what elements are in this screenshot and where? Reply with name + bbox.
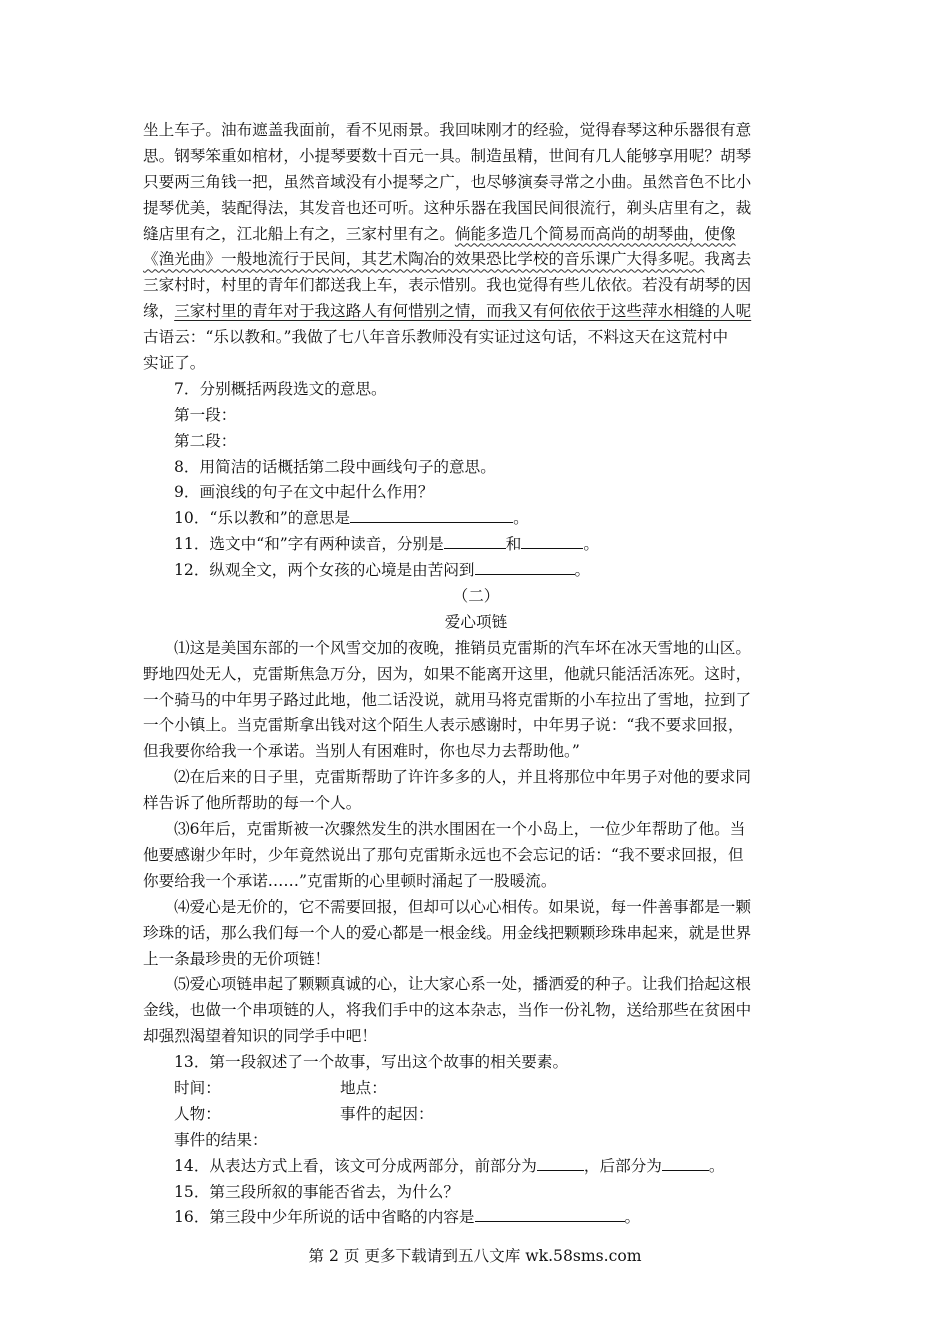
paragraph-line: 却强烈渴望着知识的同学手中吧！	[143, 1027, 377, 1046]
paragraph-line: 一个小镇上。当克雷斯拿出钱对这个陌生人表示感谢时，中年男子说：“我不要求回报，	[143, 716, 744, 735]
question-10	[143, 506, 809, 532]
section-number: （二）	[452, 587, 500, 606]
question-14-mid: ，后部分为	[583, 1156, 662, 1175]
question-7-para1: 第一段：	[174, 405, 237, 424]
question-10-text: 10．“乐以教和”的意思是	[174, 509, 351, 528]
question-14-text: 14．从表达方式上看，该文可分成两部分，前部分为	[174, 1156, 537, 1175]
article-title: 爱心项链	[444, 612, 508, 631]
question-16-end: 。	[624, 1208, 641, 1227]
underlined-sentence: 三家村里的青年对于我这路人有何惜别之情，而我又有何依依于这些萍水相缝的人呢	[174, 302, 752, 321]
question-15: 15．第三段所叙的事能否省去，为什么？	[174, 1182, 459, 1201]
question-12-end: 。	[574, 561, 591, 580]
question-12	[143, 558, 809, 584]
question-14-end: 。	[708, 1156, 725, 1175]
paragraph-line: 野地四处无人，克雷斯焦急万分，因为，如果不能离开这里，他就只能活活冻死。这时，	[143, 664, 752, 683]
passage1-line-10: 实证了。	[143, 354, 206, 373]
paragraph-line: 上一条最珍贵的无价项链！	[143, 949, 331, 968]
question-13: 13．第一段叙述了一个故事，写出这个故事的相关要素。	[174, 1053, 569, 1072]
question-13-row2	[143, 1102, 809, 1128]
question-16-text: 16．第三段中少年所说的话中省略的内容是	[174, 1208, 475, 1227]
label-person: 人物：	[174, 1104, 221, 1123]
question-11-end: 。	[583, 535, 599, 554]
answer-blank[interactable]	[521, 532, 583, 549]
passage1-line-8-head: 缘，	[143, 302, 175, 321]
question-7: 7．分别概括两段选文的意思。	[174, 379, 387, 398]
question-10-end: 。	[513, 509, 529, 528]
passage1-line-5	[143, 222, 809, 248]
label-cause: 事件的起因：	[340, 1104, 434, 1123]
paragraph-line: 金线，也做一个串项链的人，将我们手中的这本杂志，当作一份礼物，送给那些在贫困中	[143, 1001, 752, 1020]
paragraph-line: 珍珠的话，那么我们每一个人的爱心都是一根金线。用金线把颗颗珍珠串起来，就是世界	[143, 923, 752, 942]
paragraph-line: 一个骑马的中年男子路过此地，他二话没说，就用马将克雷斯的小车拉出了雪地，拉到了	[143, 690, 752, 709]
paragraph-line: ⑸爱心项链串起了颗颗真诚的心，让大家心系一处，播洒爱的种子。让我们拾起这根	[174, 975, 751, 994]
passage1-line-3: 只要两三角钱一把，虽然音域没有小提琴之广，也尽够演奏寻常之小曲。虽然音色不比小	[143, 172, 752, 191]
paragraph-line: ⑴这是美国东部的一个风雪交加的夜晚，推销员克雷斯的汽车坏在冰天雪地的山区。	[174, 638, 751, 657]
wavy-underlined-sentence-part1: 倘能多造几个简易而高尚的胡琴曲，使像	[454, 224, 736, 243]
wavy-underlined-sentence-part2: 《渔光曲》一般地流行于民间，其艺术陶冶的效果恐比学校的音乐课广大得多呢。	[143, 250, 705, 269]
passage1-line-6-tail: 我离去	[704, 250, 752, 269]
paragraph-line: 你要给我一个承诺……”克雷斯的心里顿时涌起了一股暖流。	[143, 871, 557, 890]
answer-blank[interactable]	[444, 532, 506, 549]
passage1-line-4: 提琴优美，装配得法，其发音也还可听。这种乐器在我国民间很流行，剃头店里有之，裁	[143, 198, 752, 217]
passage1-line-9: 古语云：“乐以教和。”我做了七八年音乐教师没有实证过这句话，不料这天在这荒村中	[143, 328, 729, 347]
answer-blank[interactable]	[662, 1154, 709, 1171]
passage1-line-5-text: 缝店里有之，江北船上有之，三家村里有之。	[143, 224, 455, 243]
answer-blank[interactable]	[537, 1154, 584, 1171]
passage1-line-8	[143, 299, 809, 325]
label-time: 时间：	[174, 1078, 221, 1097]
paragraph-line: 他要感谢少年时，少年竟然说出了那句克雷斯永远也不会忘记的话：“我不要求回报，但	[143, 845, 744, 864]
answer-blank[interactable]	[475, 558, 575, 575]
question-8: 8．用简洁的话概括第二段中画线句子的意思。	[174, 457, 496, 476]
page-footer: 第 2 页 更多下载请到五八文库 wk.58sms.com	[308, 1247, 642, 1265]
question-9: 9．画浪线的句子在文中起什么作用？	[174, 483, 434, 502]
question-12-text: 12．纵观全文，两个女孩的心境是由苦闷到	[174, 561, 475, 580]
question-11-text: 11．选文中“和”字有两种读音，分别是	[174, 535, 444, 554]
question-16	[143, 1205, 809, 1231]
answer-blank[interactable]	[350, 506, 513, 523]
question-11-and: 和	[505, 535, 522, 554]
question-7-para2: 第二段：	[174, 431, 237, 450]
question-14	[143, 1154, 809, 1180]
question-13-row1	[143, 1076, 809, 1102]
document-body	[143, 118, 809, 1231]
passage1-line-6	[143, 247, 809, 273]
question-13-row3: 事件的结果：	[174, 1130, 268, 1149]
paragraph-line: ⑵在后来的日子里，克雷斯帮助了许许多多的人，并且将那位中年男子对他的要求同	[174, 768, 751, 787]
passage1-line-2: 思。钢琴笨重如棺材，小提琴要数十百元一具。制造虽精，世间有几人能够享用呢？胡琴	[143, 146, 752, 165]
question-11	[143, 532, 809, 558]
passage1-line-7: 三家村时，村里的青年们都送我上车，表示惜别。我也觉得有些儿依依。若没有胡琴的因	[143, 276, 752, 295]
paragraph-line: ⑷爱心是无价的，它不需要回报，但却可以心心相传。如果说，每一件善事都是一颗	[174, 897, 751, 916]
answer-blank[interactable]	[475, 1205, 625, 1222]
passage1-line-1: 坐上车子。油布遮盖我面前，看不见雨景。我回味刚才的经验，觉得春琴这种乐器很有意	[143, 121, 752, 139]
paragraph-line: ⑶6年后，克雷斯被一次骤然发生的洪水围困在一个小岛上，一位少年帮助了他。当	[174, 820, 746, 839]
label-place: 地点：	[340, 1078, 387, 1097]
paragraph-line: 但我要你给我一个承诺。当别人有困难时，你也尽力去帮助他。”	[143, 742, 580, 761]
paragraph-line: 样告诉了他所帮助的每一个人。	[143, 794, 362, 813]
